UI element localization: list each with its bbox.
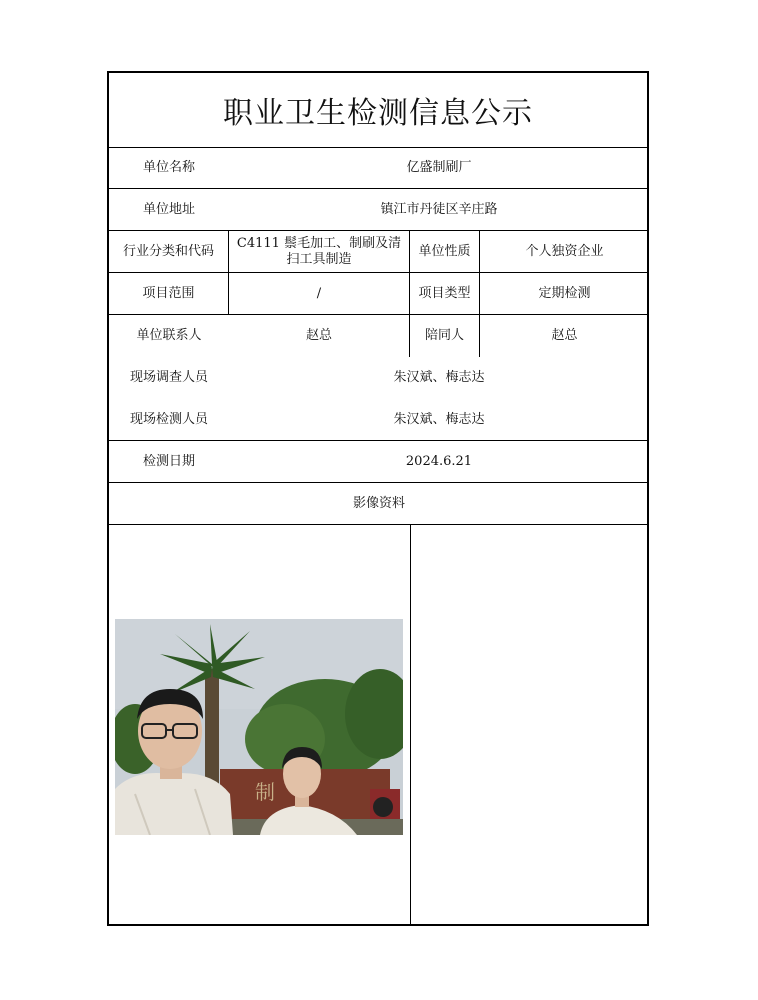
- row-media-header: [109, 483, 647, 525]
- site-photo: [115, 619, 403, 835]
- project-type-value: 定期检测: [538, 285, 591, 301]
- unit-name-label: 单位名称: [142, 159, 195, 175]
- document-title: 职业卫生检测信息公示: [109, 73, 647, 148]
- disclosure-document: [107, 71, 649, 926]
- industry-label: 行业分类和代码: [109, 231, 229, 272]
- row-test-staff: [109, 399, 647, 441]
- photo-sign-text: 制: [255, 780, 275, 804]
- row-project: [109, 273, 647, 315]
- row-contact: [109, 315, 647, 357]
- escort-value: 赵总: [551, 328, 578, 343]
- media-section: [109, 525, 647, 926]
- unit-name-value: 亿盛制刷厂: [406, 159, 472, 175]
- project-scope-value: /: [229, 273, 410, 314]
- unit-type-label: 单位性质: [410, 231, 480, 272]
- unit-address-label: 单位地址: [142, 201, 195, 217]
- survey-staff-label: 现场调查人员: [129, 370, 208, 385]
- project-scope-label: 项目范围: [109, 273, 229, 314]
- test-date-value: 2024.6.21: [405, 453, 473, 469]
- contact-label: 单位联系人: [136, 328, 202, 343]
- test-staff-label: 现场检测人员: [129, 411, 208, 427]
- row-test-date: [109, 441, 647, 483]
- escort-label: 陪同人: [410, 315, 480, 357]
- unit-type-value: 个人独资企业: [525, 243, 604, 259]
- row-industry: [109, 231, 647, 273]
- contact-value: 赵总: [229, 315, 410, 357]
- industry-value: C4111 鬃毛加工、制刷及清扫工具制造: [229, 231, 410, 272]
- test-date-label: 检测日期: [142, 453, 195, 469]
- row-unit-address: [109, 189, 647, 231]
- row-survey-staff: [109, 357, 647, 399]
- media-header: 影像资料: [352, 495, 405, 511]
- project-type-label: 项目类型: [410, 273, 480, 314]
- row-unit-name: [109, 147, 647, 189]
- survey-staff-value: 朱汉斌、梅志达: [393, 370, 485, 385]
- unit-address-value: 镇江市丹徒区辛庄路: [380, 201, 498, 217]
- test-staff-value: 朱汉斌、梅志达: [393, 411, 485, 427]
- media-left-cell: [109, 525, 411, 926]
